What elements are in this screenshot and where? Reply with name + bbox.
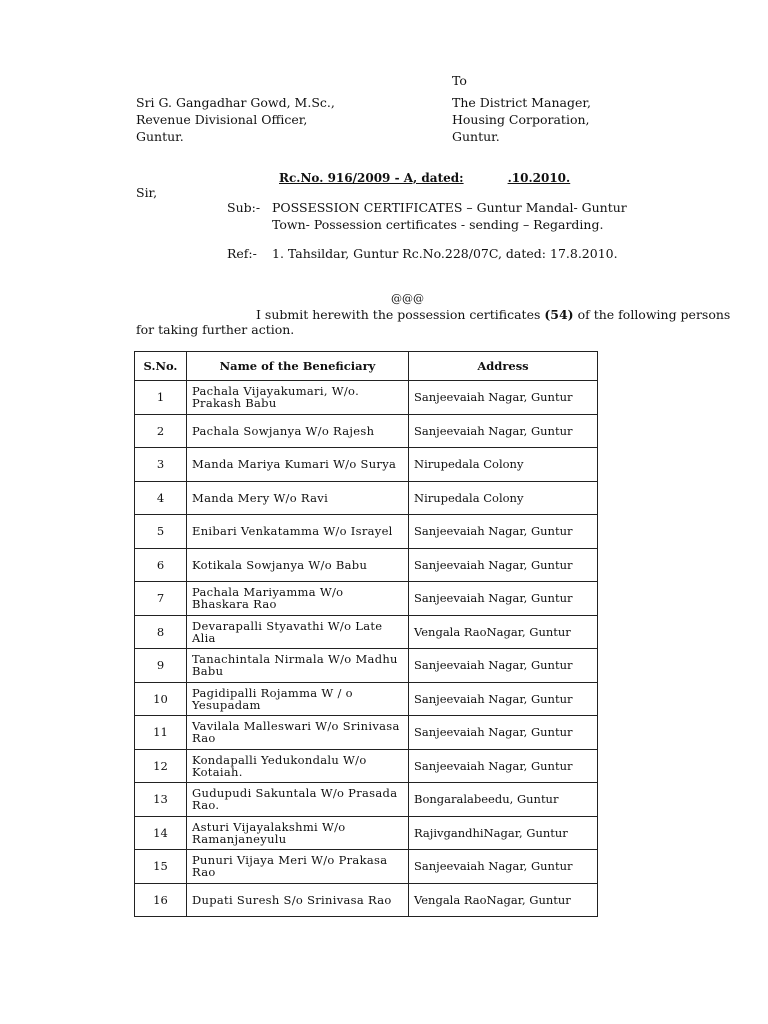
cell-address: Nirupedala Colony [409,481,598,515]
table-row [135,682,598,716]
cell-address: Bongaralabeedu, Guntur [409,783,598,817]
sender-line: Guntur. [136,129,184,144]
cell-address: Sanjeevaiah Nagar, Guntur [409,381,598,415]
cell-address: Sanjeevaiah Nagar, Guntur [409,649,598,683]
reference-prefix: Rc.No. 916/2009 - A, dated: [279,171,464,185]
cell-name: Kondapalli Yedukondalu W/o Kotaiah. [187,749,409,783]
cell-address: Sanjeevaiah Nagar, Guntur [409,850,598,884]
cell-sno: 16 [135,883,187,917]
cell-address: Sanjeevaiah Nagar, Guntur [409,515,598,549]
cell-name: Kotikala Sowjanya W/o Babu [187,548,409,582]
cell-address: Sanjeevaiah Nagar, Guntur [409,548,598,582]
cell-address: Sanjeevaiah Nagar, Guntur [409,749,598,783]
table-row [135,883,598,917]
cell-address: Sanjeevaiah Nagar, Guntur [409,682,598,716]
table-row [135,716,598,750]
cell-name: Gudupudi Sakuntala W/o Prasada Rao. [187,783,409,817]
cell-name: Tanachintala Nirmala W/o Madhu Babu [187,649,409,683]
cell-sno: 13 [135,783,187,817]
cell-sno: 3 [135,448,187,482]
cell-sno: 6 [135,548,187,582]
cell-name: Enibari Venkatamma W/o Israyel [187,515,409,549]
cell-address: Sanjeevaiah Nagar, Guntur [409,582,598,616]
body-line-1 [256,306,730,323]
recipient-address [452,94,591,145]
cell-name: Punuri Vijaya Meri W/o Prakasa Rao [187,850,409,884]
cell-name: Asturi Vijayalakshmi W/o Ramanjaneyulu [187,816,409,850]
cell-name: Pagidipalli Rojamma W / o Yesupadam [187,682,409,716]
cell-address: Vengala RaoNagar, Guntur [409,615,598,649]
sender-line: Sri G. Gangadhar Gowd, M.Sc., [136,95,335,110]
table-row [135,481,598,515]
table-row [135,548,598,582]
cell-name: Pachala Sowjanya W/o Rajesh [187,414,409,448]
table-row [135,816,598,850]
recipient-line: Housing Corporation, [452,112,590,127]
cell-name: Dupati Suresh S/o Srinivasa Rao [187,883,409,917]
reference-date: .10.2010. [507,171,571,185]
recipient-line: Guntur. [452,129,500,144]
cell-sno: 11 [135,716,187,750]
cell-name: Pachala Mariyamma W/o Bhaskara Rao [187,582,409,616]
cell-address: RajivgandhiNagar, Guntur [409,816,598,850]
body-line-2: for taking further action. [136,322,295,337]
table-row [135,749,598,783]
cell-address: Vengala RaoNagar, Guntur [409,883,598,917]
cell-name: Pachala Vijayakumari, W/o. Prakash Babu [187,381,409,415]
ref-label: Ref:- [227,246,257,261]
cell-address: Sanjeevaiah Nagar, Guntur [409,716,598,750]
beneficiary-table [134,351,598,917]
table-row [135,414,598,448]
cell-sno: 2 [135,414,187,448]
table-header-row [135,352,598,381]
reference-number [279,170,570,187]
table-row [135,850,598,884]
table-row [135,381,598,415]
cell-address: Sanjeevaiah Nagar, Guntur [409,414,598,448]
cell-sno: 10 [135,682,187,716]
cell-sno: 8 [135,615,187,649]
table-row [135,615,598,649]
separator-symbol: @@@ [391,292,424,305]
table-row [135,649,598,683]
body-text-after: of the following persons [577,307,731,322]
body-text-before: I submit herewith the possession certificates [256,307,541,322]
table-row [135,582,598,616]
header-sno: S.No. [135,352,187,381]
sender-line: Revenue Divisional Officer, [136,112,308,127]
ref-text: 1. Tahsildar, Guntur Rc.No.228/07C, dated: 17.8.2010. [272,246,618,261]
header-name: Name of the Beneficiary [187,352,409,381]
cell-sno: 7 [135,582,187,616]
cell-name: Manda Mariya Kumari W/o Surya [187,448,409,482]
to-label: To [452,73,467,88]
cell-sno: 15 [135,850,187,884]
table-row [135,448,598,482]
table-row [135,783,598,817]
cell-name: Manda Mery W/o Ravi [187,481,409,515]
cell-sno: 12 [135,749,187,783]
cell-name: Vavilala Malleswari W/o Srinivasa Rao [187,716,409,750]
header-address: Address [409,352,598,381]
table-row [135,515,598,549]
sender-address [136,94,335,145]
cell-sno: 5 [135,515,187,549]
salutation: Sir, [136,185,158,200]
certificate-count: (54) [544,307,574,322]
cell-name: Devarapalli Styavathi W/o Late Alia [187,615,409,649]
cell-sno: 1 [135,381,187,415]
cell-sno: 9 [135,649,187,683]
recipient-line: The District Manager, [452,95,591,110]
subject-label: Sub:- [227,200,261,215]
cell-address: Nirupedala Colony [409,448,598,482]
cell-sno: 14 [135,816,187,850]
subject-text: POSSESSION CERTIFICATES – Guntur Mandal- Guntur Town- Possession certificates - sending – Regarding. [272,200,627,232]
cell-sno: 4 [135,481,187,515]
